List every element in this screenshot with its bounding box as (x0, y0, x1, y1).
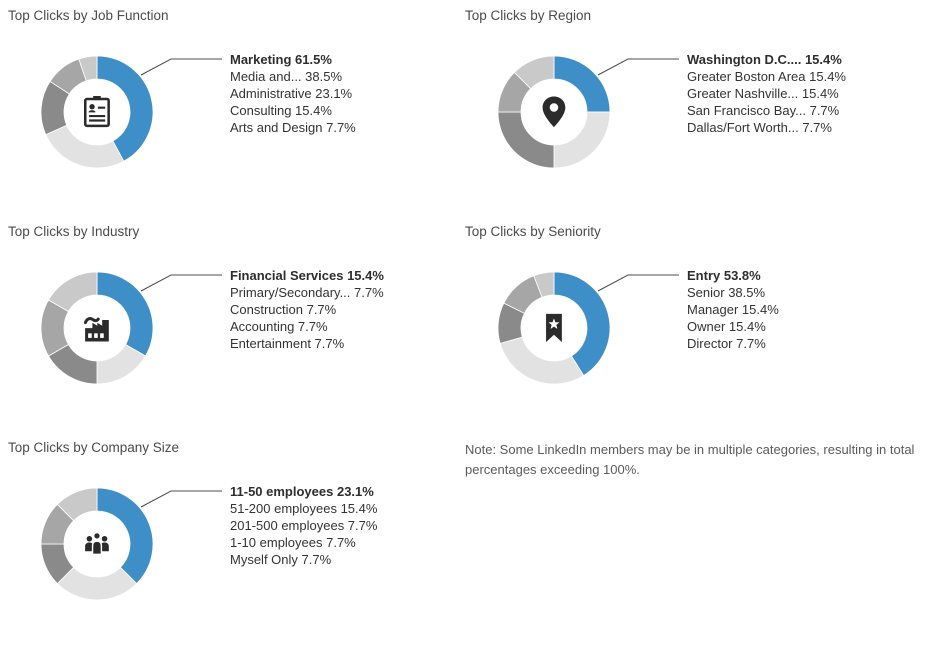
callout-line (141, 491, 222, 507)
legend-seniority (687, 267, 779, 352)
footnote: Note: Some LinkedIn members may be in multiple categories, resulting in total percentages exceeding 100%. (465, 442, 915, 477)
legend-item: Accounting 7.7% (230, 319, 328, 334)
chart-industry (0, 216, 464, 431)
legend-item: Manager 15.4% (687, 302, 779, 317)
legend-item: 1-10 employees 7.7% (230, 535, 356, 550)
legend-item: 51-200 employees 15.4% (230, 501, 378, 516)
callout-label: Washington D.C.... 15.4% (687, 52, 842, 67)
resume-card-icon (85, 96, 108, 126)
legend-item: 201-500 employees 7.7% (230, 518, 378, 533)
legend-item: Senior 38.5% (687, 285, 766, 300)
callout-line (598, 275, 679, 291)
factory-icon (85, 319, 109, 342)
callout-line (141, 275, 222, 291)
legend-region (687, 51, 846, 136)
chart-title: Top Clicks by Company Size (8, 440, 180, 455)
map-pin-icon (543, 96, 566, 127)
legend-item: Construction 7.7% (230, 302, 337, 317)
callout-label: Entry 53.8% (687, 268, 761, 283)
legend-job-function (230, 51, 356, 136)
legend-item: Arts and Design 7.7% (230, 120, 356, 135)
donut-segment (97, 272, 153, 356)
donut-segment (97, 488, 153, 584)
donut-segment (554, 112, 610, 168)
legend-industry (230, 267, 384, 352)
legend-item: Greater Boston Area 15.4% (687, 69, 846, 84)
callout-label: Financial Services 15.4% (230, 268, 384, 283)
callout-line (141, 59, 222, 75)
chart-region (457, 0, 921, 215)
donut-segment (46, 125, 124, 168)
legend-item: Entertainment 7.7% (230, 336, 345, 351)
chart-job-function (0, 0, 464, 215)
chart-title: Top Clicks by Job Function (8, 8, 169, 23)
legend-item: Administrative 23.1% (230, 86, 353, 101)
legend-item: San Francisco Bay... 7.7% (687, 103, 840, 118)
people-group-icon (85, 533, 109, 555)
donut-segment (498, 112, 554, 168)
legend-company-size (230, 483, 377, 568)
legend-item: Owner 15.4% (687, 319, 766, 334)
donut-segment (500, 337, 583, 384)
chart-title: Top Clicks by Seniority (465, 224, 601, 239)
legend-item: Director 7.7% (687, 336, 766, 351)
chart-title: Top Clicks by Industry (8, 224, 140, 239)
chart-seniority (457, 216, 921, 431)
legend-item: Greater Nashville... 15.4% (687, 86, 839, 101)
callout-label: Marketing 61.5% (230, 52, 332, 67)
callout-line (598, 59, 679, 75)
legend-item: Media and... 38.5% (230, 69, 343, 84)
chart-company-size (0, 432, 464, 647)
legend-item: Myself Only 7.7% (230, 552, 332, 567)
chart-title: Top Clicks by Region (465, 8, 592, 23)
ribbon-star-icon (546, 314, 562, 342)
callout-label: 11-50 employees 23.1% (230, 484, 374, 499)
legend-item: Consulting 15.4% (230, 103, 332, 118)
legend-item: Primary/Secondary... 7.7% (230, 285, 384, 300)
legend-item: Dallas/Fort Worth... 7.7% (687, 120, 832, 135)
